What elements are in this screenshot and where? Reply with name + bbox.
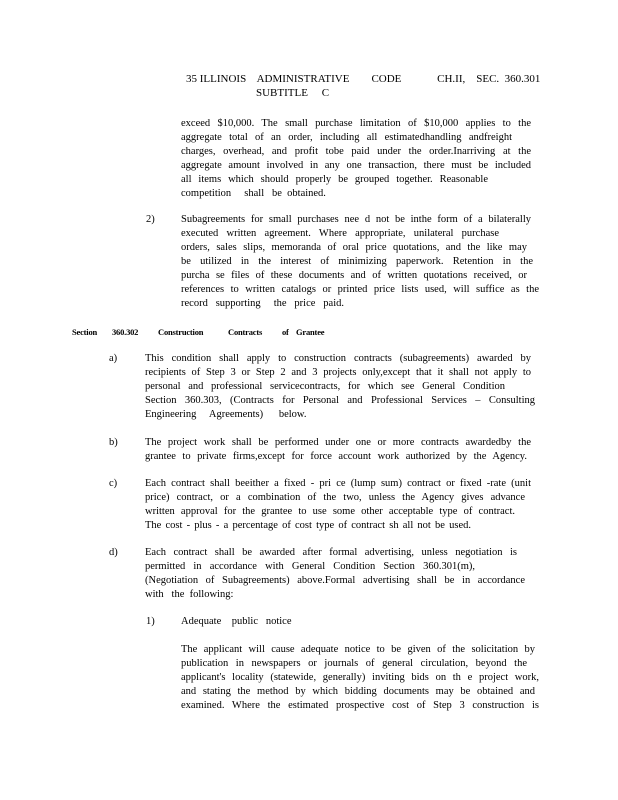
text-line: This condition shall apply to construction contracts (subagreements) awarded by <box>145 353 531 364</box>
text-line: executed written agreement. Where appropriate, unilateral purchase <box>181 228 499 239</box>
text-line: competition shall be obtained. <box>181 188 326 199</box>
text-line: all items which should properly be grouped together. Reasonable <box>181 174 488 185</box>
header-line-1: 35 ILLINOIS ADMINISTRATIVE CODE CH.II, SEC. 360.301 <box>186 73 541 85</box>
text-line: Engineering Agreements) below. <box>145 409 307 420</box>
paragraph-marker: c) <box>109 478 118 489</box>
paragraph-marker: a) <box>109 353 118 364</box>
section-number: 360.302 <box>112 327 139 337</box>
text-line: record supporting the price paid. <box>181 298 344 309</box>
text-line: recipients of Step 3 or Step 2 and 3 projects only,except that it shall not apply to <box>145 367 531 378</box>
text-line: applicant's locality (statewide, generally) inviting bids on th e project work, <box>181 672 539 683</box>
text-line: exceed $10,000. The small purchase limitation of $10,000 applies to the <box>181 118 531 129</box>
text-line: and stating the method by which bidding documents may be obtained and <box>181 686 535 697</box>
subheading: Adequate public notice <box>181 616 292 627</box>
text-line: orders, sales slips, memoranda of oral price quotations, and the like may <box>181 242 527 253</box>
text-line: price) contract, or a combination of the two, unless the Agency gives advance <box>145 492 525 503</box>
item-marker: 2) <box>146 214 155 225</box>
text-line: with the following: <box>145 589 234 600</box>
text-line: publication in newspapers or journals of general circulation, beyond the <box>181 658 527 669</box>
text-line: references to written catalogs or printed price lists used, will suffice as the <box>181 284 539 295</box>
section-title-word: Construction <box>158 327 204 337</box>
text-line: (Negotiation of Subagreements) above.Formal advertising shall be in accordance <box>145 575 525 586</box>
paragraph-marker: b) <box>109 437 118 448</box>
text-line: Each contract shall beeither a fixed - pri ce (lump sum) contract or fixed -rate (unit <box>145 478 531 489</box>
section-title-word: Contracts <box>228 327 263 337</box>
text-line: The applicant will cause adequate notice to be given of the solicitation by <box>181 644 535 655</box>
text-line: purcha se files of these documents and of written quotations received, or <box>181 270 527 281</box>
text-line: grantee to private firms,except for force account work authorized by the Agency. <box>145 451 527 462</box>
text-line: Each contract shall be awarded after formal advertising, unless negotiation is <box>145 547 517 558</box>
text-line: written approval for the grantee to use some other acceptable type of contract. <box>145 506 515 517</box>
section-label: Section <box>72 327 98 337</box>
text-line: charges, overhead, and profit tobe paid under the order.Inarriving at the <box>181 146 531 157</box>
text-line: aggregate total of an order, including all estimatedhandling andfreight <box>181 132 512 143</box>
text-line: aggregate amount involved in any one transaction, there must be included <box>181 160 531 171</box>
text-line: personal and professional servicecontracts, for which see General Condition <box>145 381 505 392</box>
paragraph-marker: d) <box>109 547 118 558</box>
text-line: The cost - plus - a percentage of cost type of contract sh all not be used. <box>145 520 471 531</box>
section-title-word: Grantee <box>296 327 325 337</box>
header-line-2: SUBTITLE C <box>256 87 330 99</box>
text-line: Section 360.303, (Contracts for Personal and Professional Services – Consulting <box>145 395 535 406</box>
text-line: The project work shall be performed under one or more contracts awardedby the <box>145 437 531 448</box>
text-line: examined. Where the estimated prospective cost of Step 3 construction is <box>181 700 539 711</box>
item-marker: 1) <box>146 616 155 627</box>
section-title-word: of <box>282 327 289 337</box>
text-line: be utilized in the interest of minimizing paperwork. Retention in the <box>181 256 533 267</box>
text-line: permitted in accordance with General Condition Section 360.301(m), <box>145 561 475 572</box>
text-line: Subagreements for small purchases nee d not be inthe form of a bilaterally <box>181 214 531 225</box>
